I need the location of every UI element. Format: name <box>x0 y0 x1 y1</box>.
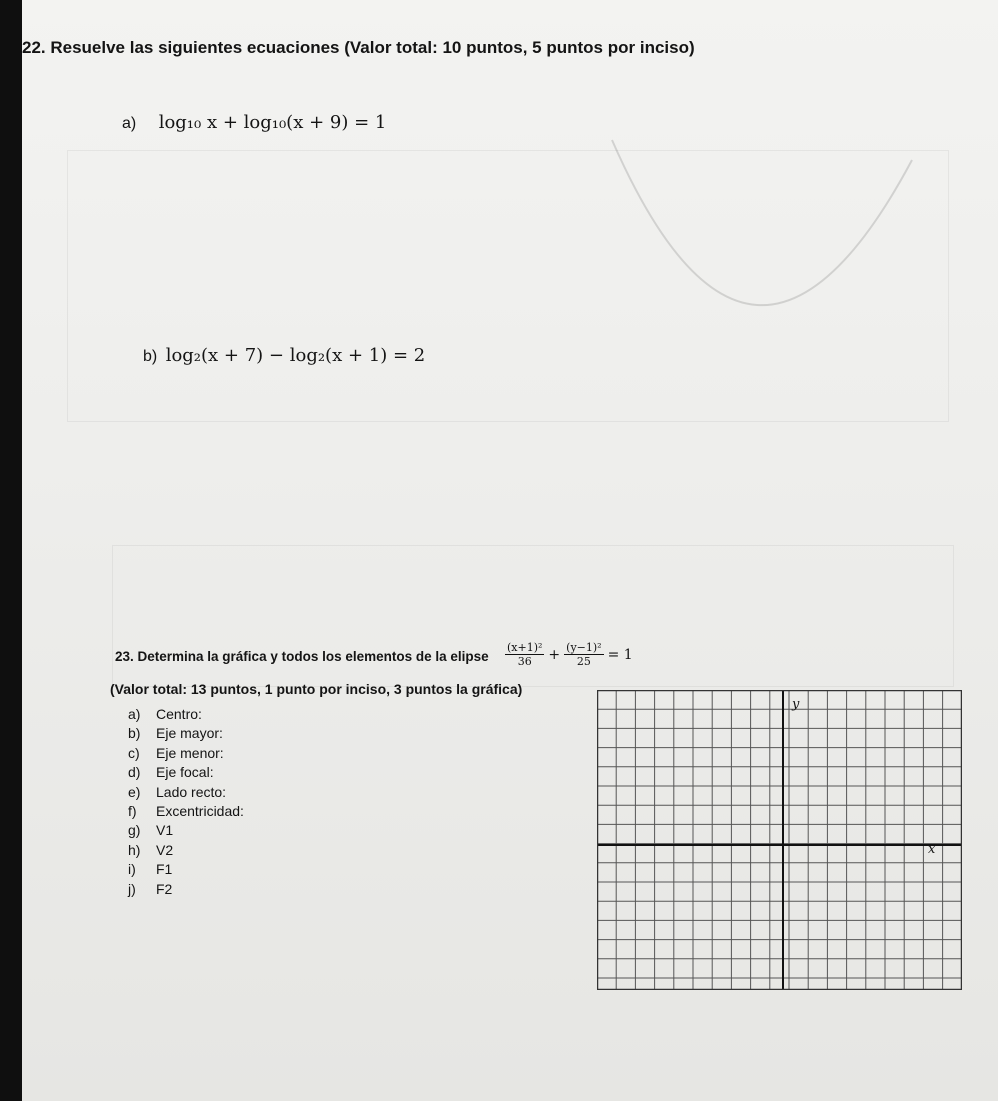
list-item: d) Eje focal: <box>128 764 214 781</box>
item-label: a) <box>122 115 137 132</box>
list-item: f) Excentricidad: <box>128 803 244 820</box>
list-item: c) Eje menor: <box>128 744 224 761</box>
list-item: e) Lado recto: <box>128 783 227 800</box>
q23-value-line: (Valor total: 13 puntos, 1 punto por inciso, 3 puntos la gráfica) <box>110 681 523 697</box>
item-label: b) <box>143 348 158 365</box>
graph-grid[interactable] <box>597 690 962 990</box>
equation-b: log₂(x + 7) − log₂(x + 1) = 2 <box>165 345 426 366</box>
list-item: g) V1 <box>128 822 174 839</box>
q22-item-b <box>143 345 425 366</box>
list-item: i) F1 <box>128 861 173 878</box>
question-23-heading <box>115 649 489 664</box>
equals-one: = 1 <box>607 646 633 663</box>
plus-sign: + <box>548 646 561 663</box>
list-item: h) V2 <box>128 841 174 858</box>
page-edge-shadow <box>0 0 22 1101</box>
denominator-1: 36 <box>517 655 532 668</box>
y-axis-label: y <box>792 697 800 712</box>
fraction-1 <box>505 641 544 668</box>
list-item: b) Eje mayor: <box>128 725 223 742</box>
denominator-2: 25 <box>576 655 591 668</box>
ellipse-equation <box>505 641 633 668</box>
list-item: j) F2 <box>128 880 173 897</box>
fraction-2 <box>564 641 603 668</box>
question-22-heading: 22. Resuelve las siguientes ecuaciones (Valor total: 10 puntos, 5 puntos por inciso) <box>22 38 695 57</box>
x-axis-label: x <box>928 842 936 857</box>
q22-item-a <box>122 112 386 133</box>
numerator-1: (x+1)² <box>507 641 543 654</box>
q23-heading-text: 23. Determina la gráfica y todos los elementos de la elipse <box>115 649 489 664</box>
equation-a: log₁₀ x + log₁₀(x + 9) = 1 <box>158 112 387 133</box>
numerator-2: (y−1)² <box>566 641 602 654</box>
worksheet-page <box>22 0 998 1101</box>
show-through-parabola <box>592 130 932 330</box>
list-item: a) Centro: <box>128 706 202 722</box>
q23-items-list <box>128 705 244 899</box>
